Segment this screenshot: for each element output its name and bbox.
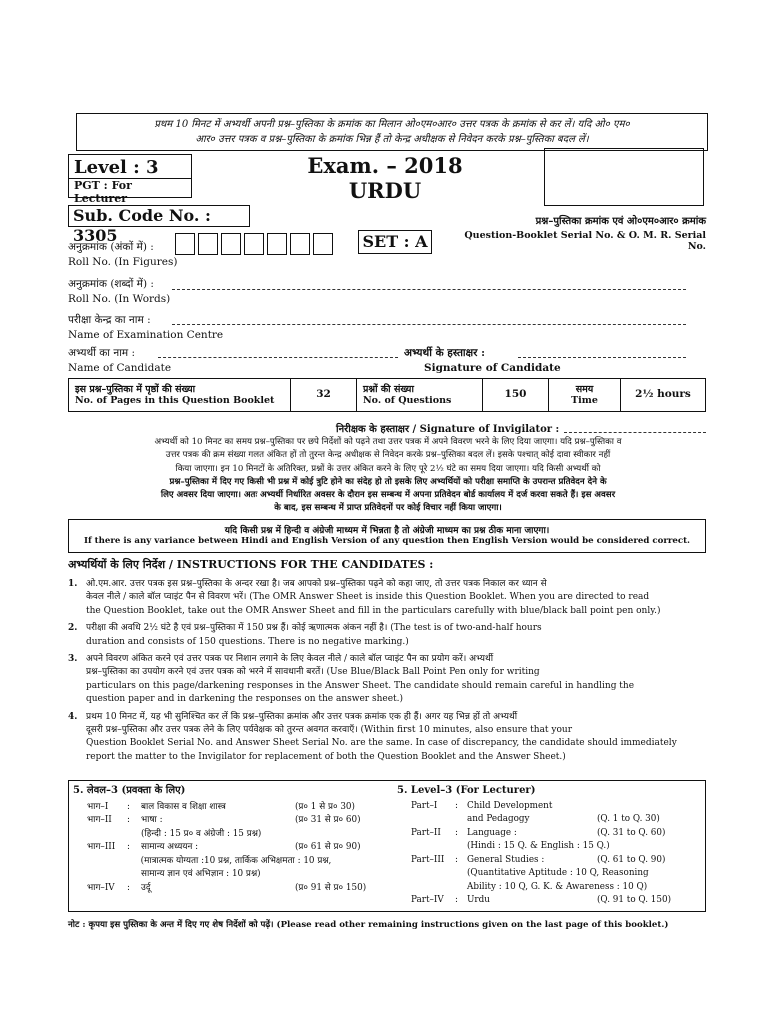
level-english-row xyxy=(397,840,717,854)
part-sep: : xyxy=(127,882,130,893)
candidate-label-english: Name of Candidate xyxy=(68,362,172,374)
serial-number-box[interactable] xyxy=(544,148,704,206)
info-table xyxy=(68,378,706,412)
part-range: (Q. 91 to Q. 150) xyxy=(597,895,672,905)
part-name: (Quantitative Aptitude : 10 Q, Reasoning xyxy=(467,868,649,878)
time-label-hindi: समय xyxy=(575,384,594,395)
roll-figures-label-hindi: अनुक्रमांक (अंकों में) : xyxy=(68,241,154,253)
instruction-line: duration and consists of 150 questions. There is no negative marking.) xyxy=(86,636,409,647)
instruction-line: question paper and in darkening the responses on the answer sheet.) xyxy=(86,694,404,705)
roll-words-field[interactable] xyxy=(172,289,686,290)
set-label: SET : A xyxy=(358,230,432,254)
level-english-column xyxy=(393,781,721,911)
questions-label-hindi: प्रश्नों की संख्या xyxy=(363,384,414,395)
part-name: (हिन्दी : 15 प्र० व अंग्रेजी : 15 प्रश्न) xyxy=(141,828,262,839)
level-box xyxy=(68,154,192,205)
part-range: (Q. 61 to Q. 90) xyxy=(597,854,666,865)
level-english-row xyxy=(397,800,717,814)
part-sep: : xyxy=(127,815,130,825)
part-name: Ability : 10 Q, G. K. & Awareness : 10 Q) xyxy=(467,881,648,892)
centre-label-hindi: परीक्षा केन्द्र का नाम : xyxy=(68,314,151,326)
level-english-row xyxy=(397,827,717,841)
part-label: भाग–III xyxy=(87,842,116,852)
instruction-item xyxy=(68,622,708,649)
level-hindi-row xyxy=(73,801,389,815)
para-line: के बाद, इस सम्बन्ध में प्राप्त प्रतिवेदनों पर कोई विचार नहीं किया जाएगा। xyxy=(274,503,502,514)
part-label: Part–I xyxy=(411,800,438,811)
roll-digit-box[interactable] xyxy=(290,233,310,255)
part-name: भाषा : xyxy=(141,815,163,825)
roll-digit-box[interactable] xyxy=(198,233,218,255)
level-hindi-row xyxy=(73,828,389,842)
part-sep xyxy=(455,840,467,854)
instruction-line: प्रश्न–पुस्तिका का उपयोग करने एवं उत्तर पत्रक को भरने में सावधानी बरतें। (Use Blue/Black Ball Point Pen only for writing xyxy=(86,667,540,678)
sub-code: Sub. Code No. : 3305 xyxy=(68,205,250,227)
instruction-line: report the matter to the Invigilator for replacement of both the Question Booklet and the Answer Sheet.) xyxy=(86,751,566,762)
part-sep: : xyxy=(455,827,458,838)
instruction-line: दूसरी प्रश्न–पुस्तिका और उत्तर पत्रक लेने के लिए पर्यवेक्षक को तुरन्त अवगत करवाएँ। (Within first 10 minutes, also ensure that your xyxy=(86,725,573,736)
variance-hindi: यदि किसी प्रश्न में हिन्दी व अंग्रेजी माध्यम में भिन्नता है तो अंग्रेजी माध्यम का प्रश्न ठीक माना जाएगा। xyxy=(224,526,550,536)
part-sep: : xyxy=(455,895,458,905)
para-line: किया जाएगा। इन 10 मिनटों के अतिरिक्त, प्रश्नों के उत्तर अंकित करने के लिए पूरे 2½ घंटे का समय दिया जाएगा। यदि किसी अभ्यर्थी को xyxy=(175,463,601,474)
instruction-line: अपने विवरण अंकित करने एवं उत्तर पत्रक पर निशान लगाने के लिए केवल नीले / काले बॉल प्वाइंट पैन का प्रयोग करें। अभ्यर्थी xyxy=(86,654,494,665)
instruction-item xyxy=(68,711,708,765)
part-label xyxy=(73,828,127,842)
candidate-sign-field[interactable] xyxy=(518,357,686,358)
level-english-row xyxy=(397,894,717,908)
pages-label xyxy=(69,379,291,411)
part-name: बाल विकास व शिक्षा शास्त्र xyxy=(141,801,226,812)
part-name: Language : xyxy=(467,827,517,838)
level-english-row xyxy=(397,881,717,895)
instruction-number: 4. xyxy=(68,711,78,722)
top-notice-box xyxy=(76,113,708,151)
part-sep: : xyxy=(127,842,130,852)
pages-label-english: No. of Pages in this Question Booklet xyxy=(75,395,275,406)
roll-digit-box[interactable] xyxy=(313,233,333,255)
para-line: प्रश्न–पुस्तिका में दिए गए किसी भी प्रश्न में कोई त्रुटि होने का संदेह हो तो इसके लिए अभ्यर्थियों को परीक्षा समाप्ति के उपरान्त प्रतिवेदन देने के xyxy=(169,476,607,487)
exam-title: Exam. – 2018 xyxy=(307,153,463,178)
part-label xyxy=(397,881,455,895)
part-label: Part–III xyxy=(411,854,445,865)
instruction-number: 2. xyxy=(68,623,78,634)
serial-label-english: Question-Booklet Serial No. & O. M. R. Serial No. xyxy=(464,230,706,252)
questions-value: 150 xyxy=(483,379,549,411)
pages-label-hindi: इस प्रश्न–पुस्तिका में पृष्ठों की संख्या xyxy=(75,384,196,395)
candidate-sign-english: Signature of Candidate xyxy=(424,362,561,374)
part-sep: : xyxy=(455,800,458,811)
level-english-title: 5. Level–3 (For Lecturer) xyxy=(397,785,536,796)
part-label xyxy=(397,813,455,827)
part-name: and Pedagogy xyxy=(467,814,530,824)
instructions-title: अभ्यर्थियों के लिए निर्देश / INSTRUCTIONS FOR THE CANDIDATES : xyxy=(68,558,434,571)
part-name: Urdu xyxy=(467,895,490,905)
roll-digit-box[interactable] xyxy=(175,233,195,255)
level-subtitle: PGT : For Lecturer xyxy=(69,178,191,205)
part-name: उर्दू xyxy=(141,882,151,893)
level-hindi-row xyxy=(73,882,389,896)
instruction-line: the Question Booklet, take out the OMR Answer Sheet and fill in the particulars carefully with blue/black ball point pen only.) xyxy=(86,605,661,616)
time-value: 2½ hours xyxy=(635,388,691,400)
part-sep xyxy=(127,868,141,882)
part-range: (प्र० 1 से प्र० 30) xyxy=(295,801,355,812)
roll-words-label-hindi: अनुक्रमांक (शब्दों में) : xyxy=(68,278,154,290)
part-sep xyxy=(127,855,141,869)
part-label: भाग–IV xyxy=(87,882,115,893)
top-notice-line1: प्रथम 10 मिनट में अभ्यर्थी अपनी प्रश्न–पुस्तिका के क्रमांक का मिलान ओ०एम०आर० उत्तर पत्रक के क्रमांक से कर लें। यदि ओ० एम० xyxy=(154,119,630,130)
part-name: (Hindi : 15 Q. & English : 15 Q.) xyxy=(467,841,610,851)
pages-value: 32 xyxy=(291,379,357,411)
part-name: Child Development xyxy=(467,800,553,811)
top-notice-line2: आर० उत्तर पत्रक व प्रश्न–पुस्तिका के क्रमांक भिन्न हैं तो केन्द्र अधीक्षक से निवेदन करके प्रश्न–पुस्तिका बदल लें। xyxy=(195,134,589,145)
instruction-item xyxy=(68,653,708,707)
time-label-english: Time xyxy=(571,395,598,406)
part-label: Part–II xyxy=(411,827,441,838)
general-instructions-paragraph xyxy=(68,436,708,516)
level-hindi-row xyxy=(73,868,389,882)
part-range: (प्र० 61 से प्र० 90) xyxy=(295,842,361,852)
questions-label-english: No. of Questions xyxy=(363,395,452,406)
level-title: Level : 3 xyxy=(74,157,159,178)
para-line: उत्तर पत्रक की क्रम संख्या गलत अंकित हों तो तुरन्त केन्द्र अधीक्षक से निवेदन करके प्रश्न–पुस्तिका बदल लें। इसके पश्चात् कोई दावा स्वीकार नहीं xyxy=(165,450,611,461)
roll-figures-boxes[interactable] xyxy=(175,233,336,255)
instructions-list xyxy=(68,578,708,764)
part-name: (मात्रात्मक योग्यता :10 प्रश्न, तार्किक अभिक्षमता : 10 प्रश्न, xyxy=(140,855,332,866)
serial-label-hindi: प्रश्न–पुस्तिका क्रमांक एवं ओ०एम०आर० क्रमांक xyxy=(535,216,706,227)
part-sep: : xyxy=(455,854,458,865)
part-range: (Q. 1 to Q. 30) xyxy=(597,814,660,824)
part-range: (Q. 31 to Q. 60) xyxy=(597,827,666,838)
part-label xyxy=(397,867,455,881)
instruction-line: प्रथम 10 मिनट में, यह भी सुनिश्चित कर लें कि प्रश्न–पुस्तिका क्रमांक और उत्तर पत्रक क्रमांक एक ही हैं। अगर यह भिन्न हों तो अभ्यर्थी xyxy=(86,711,518,722)
level-hindi-row xyxy=(73,841,389,855)
exam-subject: URDU xyxy=(348,178,422,203)
instruction-line: परीक्षा की अवधि 2½ घंटे है एवं प्रश्न–पुस्तिका में 150 प्रश्न हैं। कोई ऋणात्मक अंकन नहीं है। (The test is of two-and-half hours xyxy=(86,623,542,634)
level-hindi-row xyxy=(73,855,389,869)
time-label xyxy=(549,379,621,411)
part-sep xyxy=(455,881,467,895)
part-range: (प्र० 31 से प्र० 60) xyxy=(295,815,361,825)
centre-label-english: Name of Examination Centre xyxy=(68,329,224,341)
instruction-item xyxy=(68,578,708,618)
part-label: भाग–I xyxy=(87,801,109,812)
part-name: सामान्य अध्ययन : xyxy=(141,842,199,852)
roll-digit-box[interactable] xyxy=(244,233,264,255)
instruction-line: particulars on this page/darkening responses in the Answer Sheet. The candidate should remain careful in handling the xyxy=(86,680,635,691)
questions-label xyxy=(357,379,483,411)
level-section-box xyxy=(68,780,706,912)
roll-words-label-english: Roll No. (In Words) xyxy=(68,293,171,305)
level-hindi-column xyxy=(69,781,393,911)
instruction-number: 3. xyxy=(68,654,78,665)
roll-figures-label-english: Roll No. (In Figures) xyxy=(68,256,178,268)
roll-digit-box[interactable] xyxy=(221,233,241,255)
level-english-row xyxy=(397,813,717,827)
part-label xyxy=(73,868,127,882)
instruction-number: 1. xyxy=(68,579,78,589)
candidate-sign-hindi: अभ्यर्थी के हस्ताक्षर : xyxy=(404,347,486,359)
part-label xyxy=(397,840,455,854)
para-line: अभ्यर्थी को 10 मिनट का समय प्रश्न–पुस्तिका पर छपे निर्देशों को पढ़ने तथा उत्तर पत्रक में अपने विवरण भरने के लिए दिया जाएगा। यदि प्रश्न–पुस्तिका व xyxy=(154,437,622,447)
part-label: Part–IV xyxy=(411,895,444,905)
part-sep xyxy=(127,828,141,842)
part-sep xyxy=(455,867,467,881)
centre-field[interactable] xyxy=(172,324,686,325)
part-name: सामान्य ज्ञान एवं अभिज्ञान : 10 प्रश्न) xyxy=(141,869,261,879)
level-hindi-row xyxy=(73,814,389,828)
candidate-label-hindi: अभ्यर्थी का नाम : xyxy=(68,347,136,359)
footer-note: नोट : कृपया इस पुस्तिका के अन्त में दिए गए शेष निर्देशों को पढ़ें। (Please read other remaining instructions given on the last page of this booklet.) xyxy=(68,920,669,930)
level-english-row xyxy=(397,867,717,881)
part-label: भाग–II xyxy=(87,815,112,825)
instruction-line: ओ.एम.आर. उत्तर पत्रक इस प्रश्न–पुस्तिका के अन्दर रखा है। जब आपको प्रश्न–पुस्तिका पढ़ने को कहा जाए, तो उत्तर पत्रक निकाल कर ध्यान से xyxy=(86,579,547,589)
candidate-name-field[interactable] xyxy=(158,357,398,358)
part-name: General Studies : xyxy=(467,854,545,865)
instruction-line: Question Booklet Serial No. and Answer Sheet Serial No. are the same. In case of discrepancy, the candidate should immediately xyxy=(86,738,677,749)
part-range: (प्र० 91 से प्र० 150) xyxy=(295,882,367,893)
instruction-line: केवल नीले / काले बॉल प्वाइंट पैन से विवरण भरें। (The OMR Answer Sheet is inside this Question Booklet. When you are directed to read xyxy=(86,592,650,603)
part-sep: : xyxy=(127,801,130,812)
para-line: लिए अवसर दिया जाएगा। अतः अभ्यर्थी निर्धारित अवसर के दौरान इस सम्बन्ध में अपना प्रतिवेदन बोर्ड कार्यालय में दर्ज करवा सकते हैं। इस अवसर xyxy=(160,490,616,501)
part-sep xyxy=(455,813,467,827)
level-hindi-title: 5. लेवल–3 (प्रवक्ता के लिए) xyxy=(73,785,186,796)
invigilator-sign-field[interactable] xyxy=(564,432,706,433)
variance-english: If there is any variance between Hindi and English Version of any question then English Version would be considered correct. xyxy=(83,536,691,546)
variance-box xyxy=(68,519,706,553)
roll-digit-box[interactable] xyxy=(267,233,287,255)
level-english-row xyxy=(397,854,717,868)
invigilator-label: निरीक्षक के हस्ताक्षर / Signature of Invigilator : xyxy=(336,424,560,435)
part-label xyxy=(73,855,127,869)
